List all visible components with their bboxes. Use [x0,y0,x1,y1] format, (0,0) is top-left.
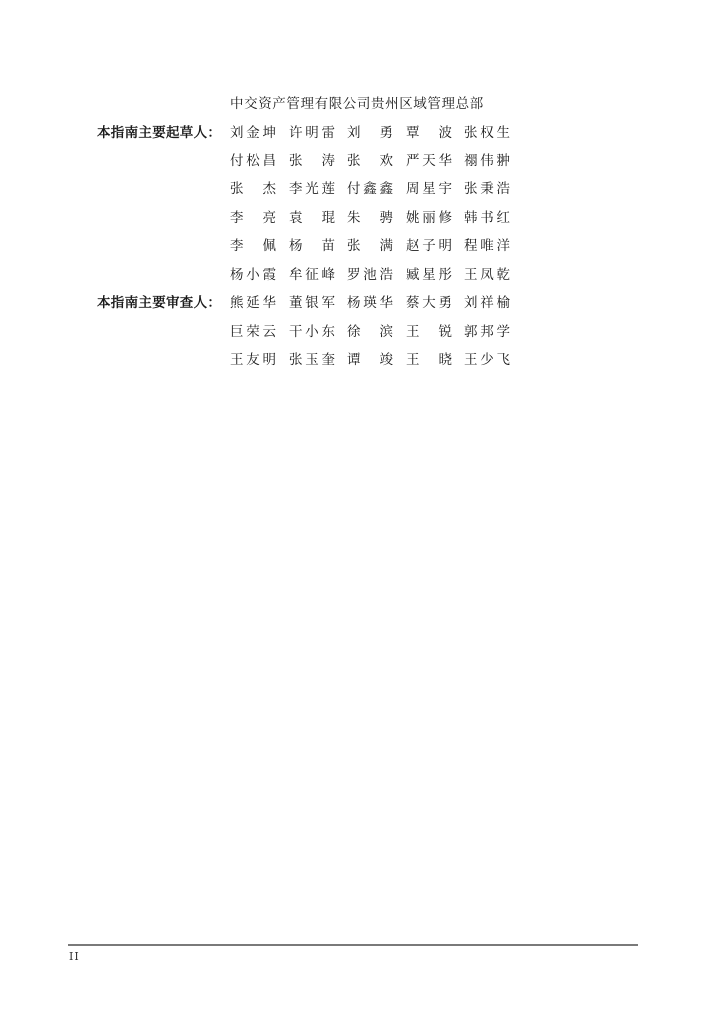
person-name: 李佩 [230,238,276,254]
person-name: 王晓 [406,352,452,368]
person-name: 付松昌 [230,153,276,169]
person-name: 郭邦学 [464,324,510,340]
drafters-label: 本指南主要起草人： [97,125,222,141]
person-name: 张权生 [464,125,510,141]
person-name: 赵子明 [406,238,452,254]
reviewers-label: 本指南主要审查人： [97,295,222,311]
footer-rule [68,944,638,946]
person-name: 禤伟翀 [464,153,510,169]
person-name: 程唯洋 [464,238,510,254]
person-name: 姚丽修 [406,210,452,226]
person-name: 张满 [347,238,393,254]
person-name: 朱骋 [347,210,393,226]
person-name: 袁琨 [289,210,335,226]
person-name: 巨荣云 [230,324,276,340]
page-number: II [69,950,80,963]
person-name: 张秉浩 [464,181,510,197]
person-name: 徐滨 [347,324,393,340]
person-name: 罗池浩 [347,267,393,283]
person-name: 王锐 [406,324,452,340]
person-name: 王友明 [230,352,276,368]
person-name: 张杰 [230,181,276,197]
person-name: 张欢 [347,153,393,169]
person-name: 谭竣 [347,352,393,368]
person-name: 蔡大勇 [406,295,452,311]
person-name: 杨瑛华 [347,295,393,311]
organization-name: 中交资产管理有限公司贵州区域管理总部 [230,96,484,112]
person-name: 付鑫鑫 [347,181,393,197]
person-name: 干小东 [289,324,335,340]
person-name: 熊延华 [230,295,276,311]
person-name: 王少飞 [464,352,510,368]
person-name: 王凤乾 [464,267,510,283]
person-name: 覃波 [406,125,452,141]
person-name: 杨小霞 [230,267,276,283]
person-name: 张涛 [289,153,335,169]
person-name: 臧星彤 [406,267,452,283]
person-name: 董银军 [289,295,335,311]
person-name: 严天华 [406,153,452,169]
person-name: 刘祥榆 [464,295,510,311]
person-name: 牟征峰 [289,267,335,283]
person-name: 韩书红 [464,210,510,226]
person-name: 张玉奎 [289,352,335,368]
person-name: 杨苗 [289,238,335,254]
person-name: 李亮 [230,210,276,226]
person-name: 刘金坤 [230,125,276,141]
person-name: 许明雷 [289,125,335,141]
person-name: 李光莲 [289,181,335,197]
person-name: 周星宇 [406,181,452,197]
person-name: 刘勇 [347,125,393,141]
